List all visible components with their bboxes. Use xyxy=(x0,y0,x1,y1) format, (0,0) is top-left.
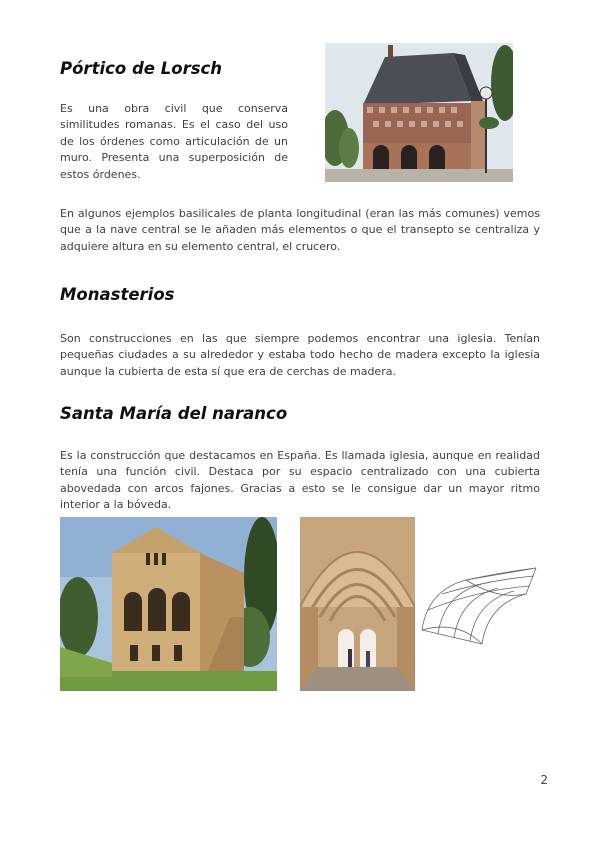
paragraph-lorsch: Es una obra civil que conserva similitudes romanas. Es el caso del uso de los órdenes como articulación de un muro. Presenta una superposición de estos órdenes. xyxy=(60,102,288,181)
barrel-vault-sketch xyxy=(418,560,540,650)
santa-maria-del-naranco-exterior-photo xyxy=(60,517,277,691)
paragraph-basilicas: En algunos ejemplos basilicales de planta longitudinal (eran las más comunes) vemos que a la nave central se le añaden más elementos o que el transepto se centraliza y adquiere altura en su elemento central, el crucero. xyxy=(60,207,540,253)
paragraph-naranco: Es la construcción que destacamos en España. Es llamada iglesia, aunque en realidad tenía una función civil. Destaca por su espacio centralizado con una cubierta abovedada con arcos fajones. Gracias a esto se le consigue dar un mayor ritmo interior a la bóveda. xyxy=(60,449,540,512)
lorsch-gatehouse-photo xyxy=(325,43,513,182)
page-number: 2 xyxy=(540,773,548,787)
section-title-monasterios: Monasterios xyxy=(60,285,175,304)
paragraph-monasterios: Son construcciones en las que siempre podemos encontrar una iglesia. Tenían pequeñas ciudades a su alrededor y estaba todo hecho de madera excepto la iglesia aunque la cubierta de esta sí que era de cerchas de madera. xyxy=(60,332,540,378)
naranco-vaulted-interior-photo xyxy=(300,517,415,691)
section-title-naranco: Santa María del naranco xyxy=(60,404,288,423)
section-title-lorsch: Pórtico de Lorsch xyxy=(60,59,223,78)
